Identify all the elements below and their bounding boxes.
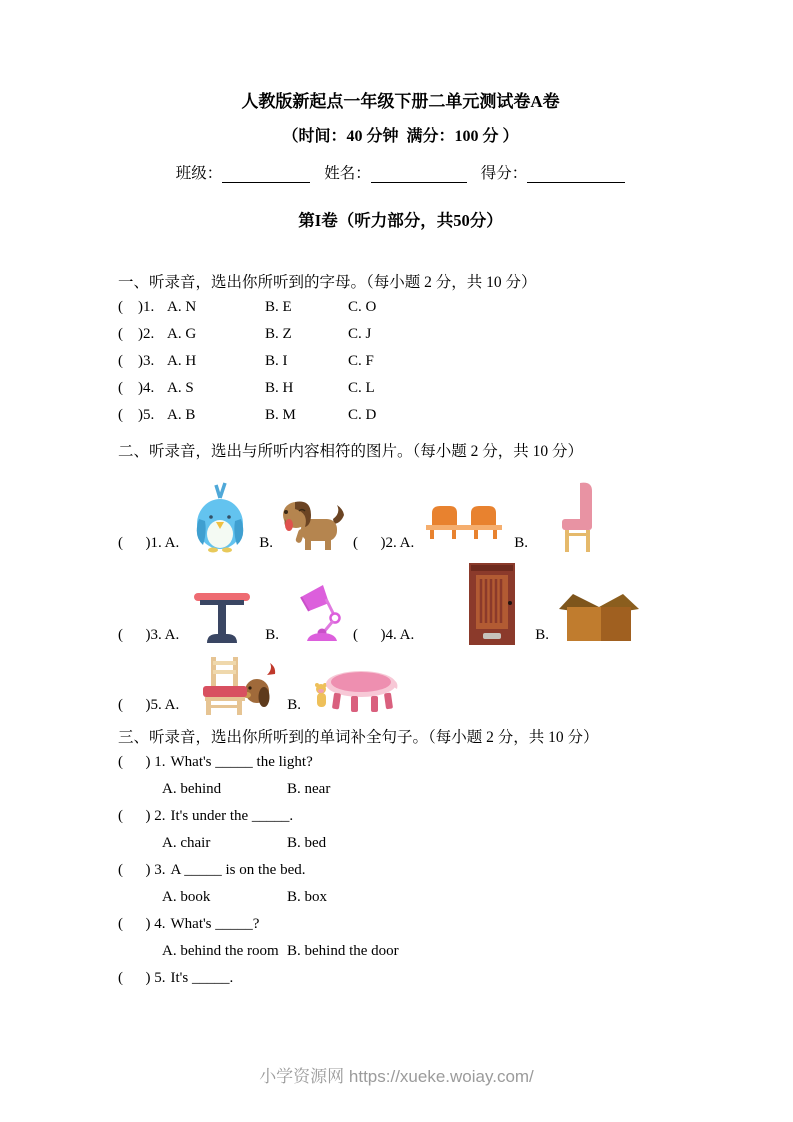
name-label: 姓名： — [324, 165, 371, 182]
option-a: A. B — [167, 407, 196, 423]
part1-row — [118, 375, 683, 402]
paper-subtitle: （时间：40 分钟 满分：100 分 ） — [282, 128, 519, 145]
desk-lamp-image — [299, 583, 343, 645]
question-number: ( )3. — [118, 353, 155, 369]
option-b: B. I — [265, 353, 288, 369]
part3-options — [162, 830, 683, 857]
question-number: ( )1. — [118, 299, 155, 315]
question-text: It's under the _____. — [170, 808, 294, 824]
orange-desk-bench-image — [424, 501, 504, 543]
option-b-label: B. — [514, 535, 529, 551]
part1-row — [118, 294, 683, 321]
option-a: A. S — [167, 380, 194, 396]
brown-dog-image — [281, 497, 345, 553]
part3-question — [118, 911, 683, 938]
paper-title: 人教版新起点一年级下册二单元测试卷A卷 — [241, 92, 560, 111]
pedestal-table-image — [193, 589, 251, 645]
question-text: What's _____ the light? — [170, 754, 313, 770]
part3-question — [118, 965, 683, 992]
question-number: ( ) 5. — [118, 970, 166, 986]
part1-list — [118, 294, 683, 429]
volume-title: 第I卷（听力部分，共50分） — [298, 211, 503, 230]
question-label: ( )4. A. — [353, 627, 415, 643]
option-b: B. M — [265, 407, 296, 423]
option-b: B. H — [265, 380, 294, 396]
option-a: A. N — [167, 299, 197, 315]
part3-question — [118, 749, 683, 776]
option-a: A. book — [162, 889, 211, 905]
part3-question — [118, 803, 683, 830]
part2-row-3 — [118, 657, 683, 715]
part1-heading: 一、听录音，选出你所听到的字母。（每小题 2 分，共 10 分） — [118, 274, 537, 291]
option-a: A. G — [167, 326, 197, 342]
part2-row-1 — [118, 471, 683, 553]
part3-options — [162, 938, 683, 965]
option-b-label: B. — [259, 535, 274, 551]
option-b: B. Z — [265, 326, 292, 342]
part3-list — [118, 749, 683, 992]
cardboard-box-image — [557, 589, 641, 643]
part1-row — [118, 402, 683, 429]
class-label: 班级： — [175, 165, 223, 182]
student-info-row — [118, 159, 683, 183]
question-number: ( ) 3. — [118, 862, 166, 878]
question-number: ( )2. — [118, 326, 155, 342]
option-a: A. chair — [162, 835, 211, 851]
option-b-label: B. — [535, 627, 550, 643]
option-b: B. bed — [287, 835, 327, 851]
score-blank-line — [527, 165, 625, 183]
option-c: C. F — [348, 353, 374, 369]
option-c: C. J — [348, 326, 372, 342]
question-label: ( )2. A. — [353, 535, 415, 551]
part3-question — [118, 857, 683, 884]
option-b: B. behind the door — [287, 943, 399, 959]
question-number: ( )4. — [118, 380, 155, 396]
option-c: C. O — [348, 299, 377, 315]
pink-chair-image — [560, 481, 596, 553]
question-text: What's _____? — [170, 916, 260, 932]
question-text: It's _____. — [170, 970, 234, 986]
part1-row — [118, 348, 683, 375]
option-b: B. near — [287, 781, 331, 797]
name-blank-line — [371, 165, 467, 183]
class-blank-line — [222, 165, 310, 183]
option-b-label: B. — [287, 697, 302, 713]
option-a: A. behind the room — [162, 943, 279, 959]
part3-heading: 三、听录音，选出你所听到的单词补全句子。（每小题 2 分，共 10 分） — [118, 729, 599, 746]
question-number: ( ) 4. — [118, 916, 166, 932]
option-b: B. box — [287, 889, 328, 905]
question-number: ( ) 1. — [118, 754, 166, 770]
score-label: 得分： — [480, 165, 528, 182]
part1-row — [118, 321, 683, 348]
chair-with-dog-image — [197, 657, 281, 715]
site-footer: 小学资源网 https://xueke.woiay.com/ — [259, 1067, 534, 1086]
part2-heading: 二、听录音，选出与所听内容相符的图片。（每小题 2 分，共 10 分） — [118, 443, 584, 460]
question-label: ( )5. A. — [118, 697, 180, 713]
option-a: A. H — [167, 353, 197, 369]
option-c: C. L — [348, 380, 375, 396]
question-number: ( )5. — [118, 407, 155, 423]
part3-options — [162, 884, 683, 911]
wooden-door-image — [469, 563, 515, 645]
option-b: B. E — [265, 299, 292, 315]
option-b-label: B. — [265, 627, 280, 643]
option-c: C. D — [348, 407, 377, 423]
question-number: ( ) 2. — [118, 808, 166, 824]
option-a: A. behind — [162, 781, 222, 797]
part3-options — [162, 776, 683, 803]
blue-bird-image — [195, 481, 245, 553]
question-label: ( )1. A. — [118, 535, 180, 551]
question-label: ( )3. A. — [118, 627, 180, 643]
round-table-with-toy-image — [313, 667, 399, 715]
part2-row-2 — [118, 563, 683, 645]
question-text: A _____ is on the bed. — [170, 862, 306, 878]
